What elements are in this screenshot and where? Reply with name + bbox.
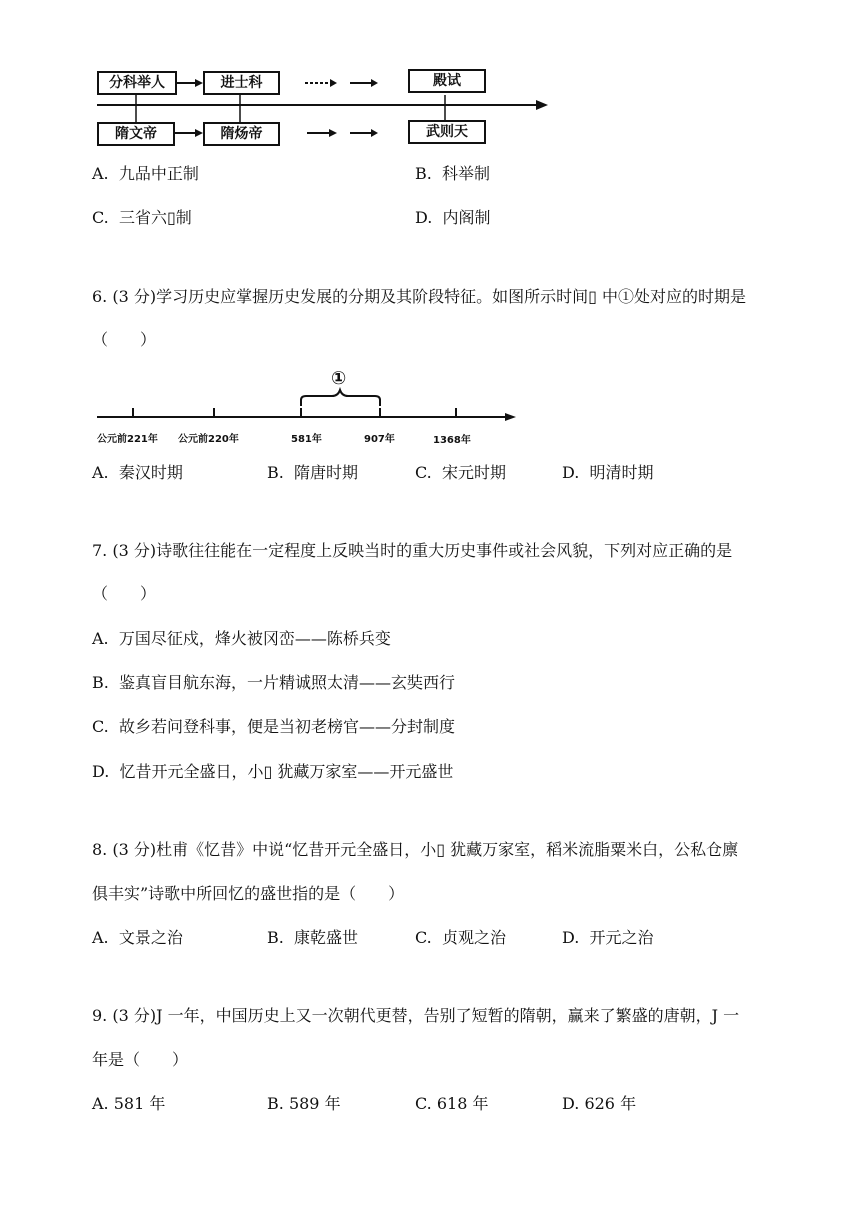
option-label: B. <box>92 673 109 692</box>
option-text: 626 年 <box>584 1094 637 1113</box>
option-label: D. <box>562 928 580 947</box>
option-text: 开元之治 <box>589 928 654 947</box>
option-label: C. <box>92 717 109 736</box>
option-text: 康乾盛世 <box>294 928 359 947</box>
option-text: 文景之治 <box>118 928 183 947</box>
q8-option-c[interactable] <box>415 928 506 948</box>
option-label: D. <box>562 463 580 482</box>
keju-box-top-3: 殿试 <box>408 69 486 93</box>
q7-option-c[interactable] <box>92 717 455 737</box>
timeline-marker-circled-1: ① <box>331 368 347 389</box>
option-text: 宋元时期 <box>441 463 506 482</box>
timeline-label: 907年 <box>364 434 395 445</box>
option-label: A. <box>92 629 109 648</box>
option-text: 科举制 <box>442 164 491 183</box>
keju-box-bottom-2: 隋炀帝 <box>203 122 280 146</box>
q7-stem-line2: （ ） <box>92 584 157 603</box>
option-label: D. <box>562 1094 580 1113</box>
timeline-label: 公元前221年 <box>97 434 158 445</box>
option-label: C. <box>92 208 109 227</box>
option-text: 九品中正制 <box>118 164 199 183</box>
option-label: C. <box>415 1094 432 1113</box>
timeline-label: 581年 <box>291 434 322 445</box>
option-text: 581 年 <box>113 1094 166 1113</box>
option-text: 618 年 <box>436 1094 489 1113</box>
option-text: 贞观之治 <box>441 928 506 947</box>
keju-box-top-2: 进士科 <box>203 71 280 95</box>
option-label: A. <box>92 164 109 183</box>
q9-option-c[interactable] <box>415 1094 489 1114</box>
q6-option-a[interactable] <box>92 463 183 483</box>
q9-stem-line1: 9. (3 分)J 一年，中国历史上又一次朝代更替，告别了短暂的隋朝，赢来了繁盛的唐朝，J 一 <box>92 1006 740 1025</box>
option-label: D. <box>415 208 433 227</box>
q6-option-b[interactable] <box>267 463 358 483</box>
option-text: 隋唐时期 <box>294 463 359 482</box>
q6-option-c[interactable] <box>415 463 506 483</box>
q7-option-d[interactable] <box>92 762 453 782</box>
q6-stem-line1: 6. (3 分)学习历史应掌握历史发展的分期及其阶段特征。如图所示时间▯ 中①处对应的时期是 <box>92 287 746 306</box>
timeline-label: 1368年 <box>433 435 471 446</box>
option-label: B. <box>267 463 284 482</box>
option-text: 三省六▯制 <box>118 208 192 227</box>
keju-box-bottom-1: 隋文帝 <box>97 122 175 146</box>
q9-option-b[interactable] <box>267 1094 341 1114</box>
option-text: 鉴真盲目航东海，一片精诚照太清——玄奘西行 <box>119 673 456 692</box>
q9-option-d[interactable] <box>562 1094 636 1114</box>
option-text: 589 年 <box>288 1094 341 1113</box>
option-label: D. <box>92 762 110 781</box>
keju-box-top-1: 分科举人 <box>97 71 177 95</box>
q7-option-b[interactable] <box>92 673 455 693</box>
option-label: A. <box>92 1094 109 1113</box>
option-text: 秦汉时期 <box>118 463 183 482</box>
q9-stem-line2: 年是（ ） <box>92 1050 189 1069</box>
q7-stem-line1: 7. (3 分)诗歌往往能在一定程度上反映当时的重大历史事件或社会风貌，下列对应正确的是 <box>92 541 733 560</box>
option-label: A. <box>92 463 109 482</box>
q6-timeline <box>0 0 867 460</box>
q7-option-a[interactable] <box>92 629 391 649</box>
q8-stem-line1: 8. (3 分)杜甫《忆昔》中说“忆昔开元全盛日，小▯ 犹藏万家室，稻米流脂粟米白，公私仓廪 <box>92 840 739 859</box>
option-text: 明清时期 <box>589 463 654 482</box>
q8-option-d[interactable] <box>562 928 654 948</box>
option-label: B. <box>267 1094 284 1113</box>
option-text: 万国尽征戍，烽火被冈峦——陈桥兵变 <box>118 629 391 648</box>
option-label: A. <box>92 928 109 947</box>
timeline-label: 公元前220年 <box>178 434 239 445</box>
option-label: C. <box>415 463 432 482</box>
q8-option-b[interactable] <box>267 928 358 948</box>
option-label: B. <box>267 928 284 947</box>
option-text: 故乡若问登科事，便是当初老榜官——分封制度 <box>118 717 455 736</box>
option-text: 忆昔开元全盛日，小▯ 犹藏万家室——开元盛世 <box>119 762 454 781</box>
option-label: B. <box>415 164 432 183</box>
option-label: C. <box>415 928 432 947</box>
q6-option-d[interactable] <box>562 463 654 483</box>
q8-stem-line2: 俱丰实”诗歌中所回忆的盛世指的是（ ） <box>92 884 405 903</box>
keju-box-bottom-3: 武则天 <box>408 120 486 144</box>
q9-option-a[interactable] <box>92 1094 165 1114</box>
option-text: 内阁制 <box>442 208 491 227</box>
q6-stem-line2: （ ） <box>92 330 157 349</box>
q8-option-a[interactable] <box>92 928 183 948</box>
